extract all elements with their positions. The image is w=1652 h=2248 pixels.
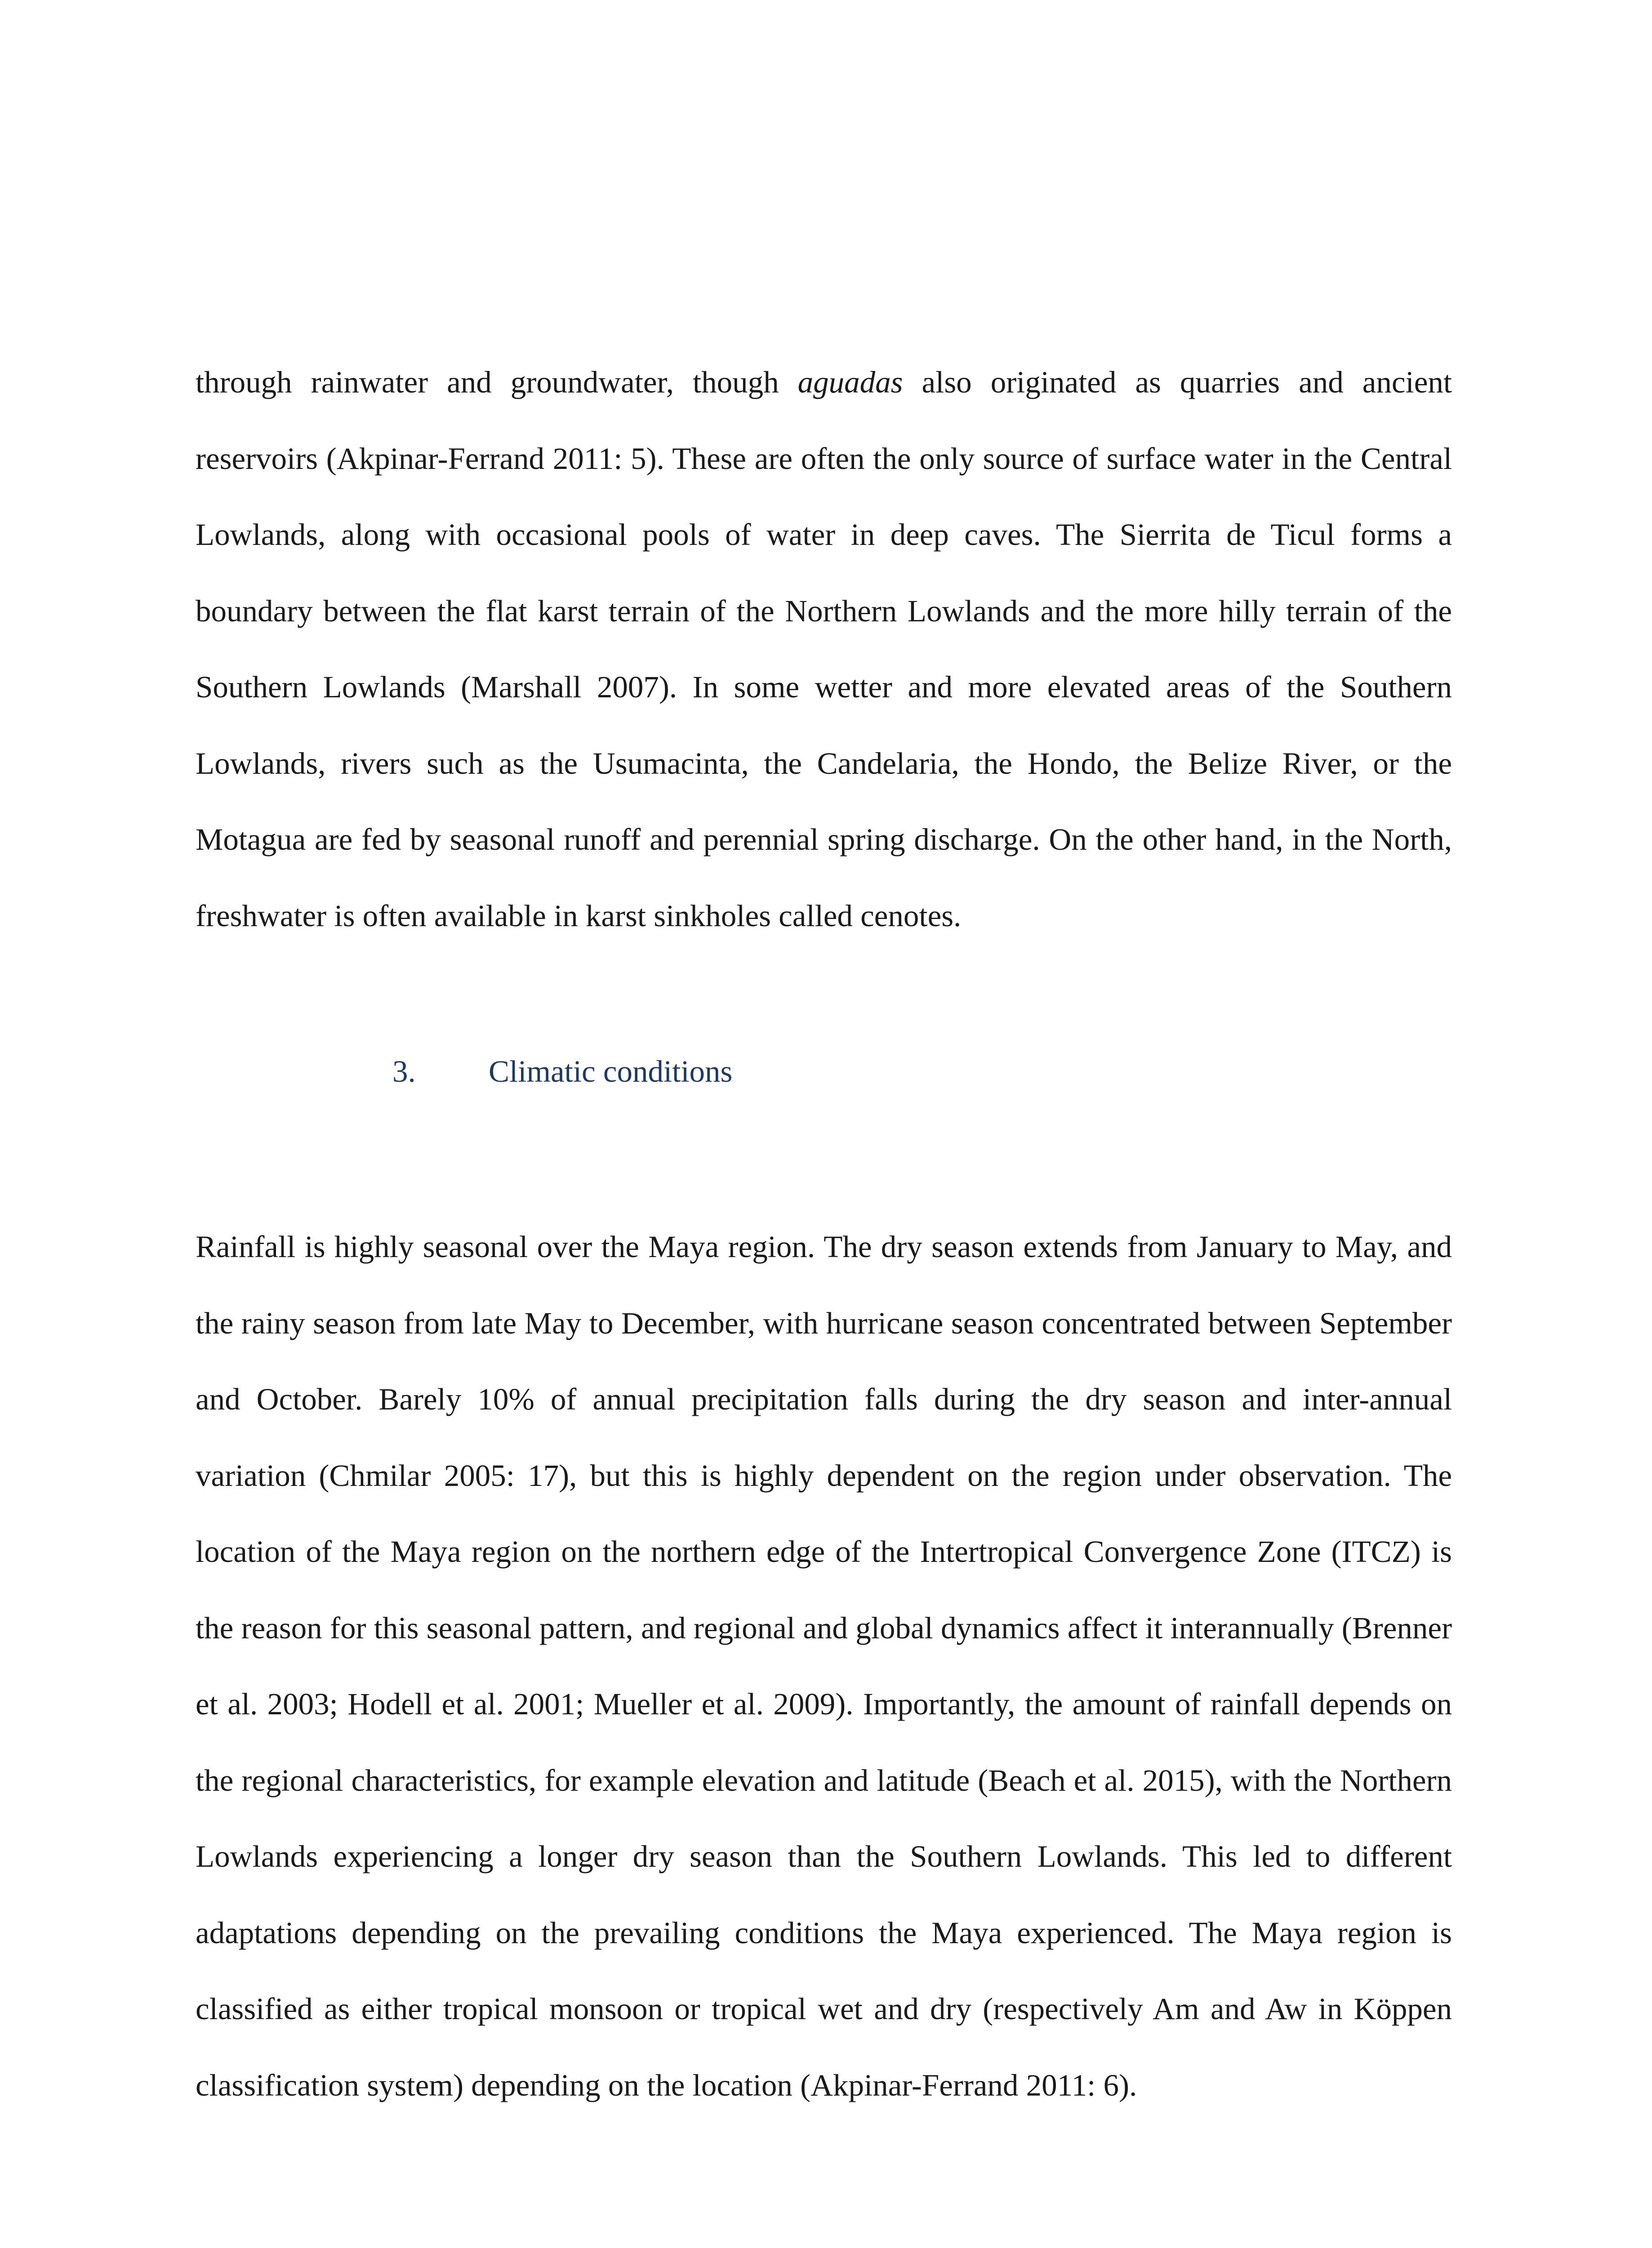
- body-paragraph-water-sources: [196, 344, 1452, 954]
- body-paragraph-climate: Rainfall is highly seasonal over the Maya region. The dry season extends from January to May, and the rainy season from late May to December, with hurricane season concentrated between September and October. Barely 10% of annual precipitation falls during the dry season and inter-annual variation (Chmilar 2005: 17), but this is highly dependent on the region under observation. The location of the Maya region on the northern edge of the Intertropical Convergence Zone (ITCZ) is the reason for this seasonal pattern, and regional and global dynamics affect it interannually (Brenner et al. 2003; Hodell et al. 2001; Mueller et al. 2009). Importantly, the amount of rainfall depends on the regional characteristics, for example elevation and latitude (Beach et al. 2015), with the Northern Lowlands experiencing a longer dry season than the Southern Lowlands. This led to different adaptations depending on the prevailing conditions the Maya experienced. The Maya region is classified as either tropical monsoon or tropical wet and dry (respectively Am and Aw in Köppen classification system) depending on the location (Akpinar-Ferrand 2011: 6).: [196, 1230, 1452, 2102]
- paragraph-text-start: through rainwater and groundwater, though: [196, 365, 798, 399]
- section-heading: [392, 1038, 732, 1105]
- section-title: Climatic conditions: [489, 1054, 733, 1088]
- italic-term-aguadas: aguadas: [797, 365, 903, 399]
- section-number: 3.: [392, 1054, 416, 1088]
- paragraph-text-end: also originated as quarries and ancient reservoirs (Akpinar-Ferrand 2011: 5). These are often the only source of surface water in the Central Lowlands, along with occasional pools of water in deep caves. The Sierrita de Ticul forms a boundary between the flat karst terrain of the Northern Lowlands and the more hilly terrain of the Southern Lowlands (Marshall 2007). In some wetter and more elevated areas of the Southern Lowlands, rivers such as the Usumacinta, the Candelaria, the Hondo, the Belize River, or the Motagua are fed by seasonal runoff and perennial spring discharge. On the other hand, in the North, freshwater is often available in karst sinkholes called cenotes.: [196, 365, 1452, 933]
